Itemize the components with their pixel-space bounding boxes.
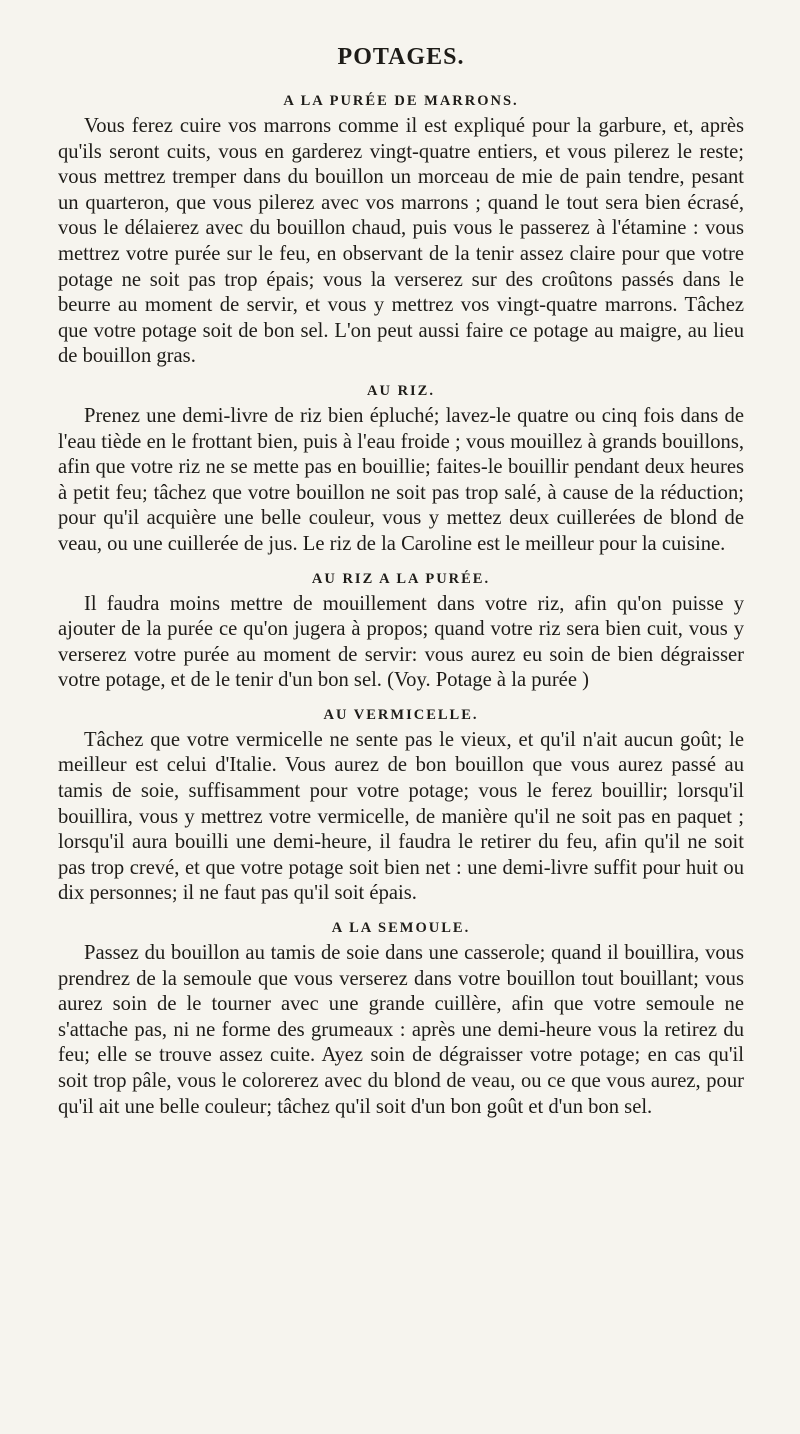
section-paragraph: Vous ferez cuire vos marrons comme il est expliqué pour la garbure, et, après qu'ils seront cuits, vous en garderez vingt-quatre entiers, et vous pilerez le reste; vous mettrez tremper dans du bouillon un morceau de mie de pain tendre, pesant un quarteron, que vous pilerez avec vos marrons ; quand le tout sera bien écrasé, vous le délaierez avec du bouillon chaud, puis vous le passerez à l'étamine : vous mettrez votre purée sur le feu, en observant de la tenir assez claire pour que votre potage ne soit pas trop épais; vous la verserez sur des croûtons passés dans le beurre au moment de servir, et vous y mettrez vos vingt-quatre marrons. Tâchez que votre potage soit de bon sel. L'on peut aussi faire ce potage au maigre, au lieu de bouillon gras. — [58, 115, 744, 368]
section-riz-a-la-puree — [58, 566, 744, 694]
section-puree-de-marrons — [58, 88, 744, 370]
section-paragraph: Passez du bouillon au tamis de soie dans une casserole; quand il bouillira, vous prendrez de la semoule que vous verserez dans votre bouillon tout bouillant; vous aurez soin de le tourner avec une grande cuillère, afin que votre semoule ne s'attache pas, ni ne forme des grumeaux : après une demi-heure vous la retirez du feu; elle se trouve assez cuite. Ayez soin de dégraisser votre potage; en cas qu'il soit trop pâle, vous le colorerez avec du blond de veau, ou ce que vous aurez, pour qu'il ait une belle couleur; tâchez qu'il soit d'un bon goût et d'un bon sel. — [58, 942, 744, 1118]
section-paragraph: Il faudra moins mettre de mouillement dans votre riz, afin qu'on puisse y ajouter de la purée ce qu'on jugera à propos; quand votre riz sera bien cuit, vous y verserez votre purée au moment de servir: vous aurez eu soin de bien dégraisser votre potage, et de le tenir d'un bon sel. (Voy. Potage à la purée ) — [58, 592, 744, 692]
section-heading: AU VERMICELLE. — [323, 706, 479, 723]
section-paragraph: Tâchez que votre vermicelle ne sente pas le vieux, et qu'il n'ait aucun goût; le meilleur est celui d'Italie. Vous aurez de bon bouillon que vous aurez passé au tamis de soie, suffisamment pour votre potage; vous le ferez bouillir; lorsqu'il bouillira, vous y mettrez votre vermicelle, de manière qu'il ne soit pas en paquet ; lorsqu'il aura bouilli une demi-heure, il faudra le retirer du feu, afin qu'il ne soit pas trop crevé, et que votre potage soit bien net : une demi-livre suffit pour huit ou dix personnes; il ne faut pas qu'il soit épais. — [58, 728, 744, 905]
running-head: POTAGES. — [337, 44, 465, 70]
section-semoule — [58, 915, 744, 1120]
section-paragraph: Prenez une demi-livre de riz bien épluché; lavez-le quatre ou cinq fois dans de l'eau tiède en le frottant bien, puis à l'eau froide ; vous mouillez à grands bouillons, afin que votre riz ne se mette pas en bouillie; faites-le bouillir pendant deux heures à petit feu; tâchez que votre bouillon ne soit pas trop salé, à cause de la réduction; pour qu'il acquière une belle couleur, vous y mettez deux cuillerées de blond de veau, ou une cuillerée de jus. Le riz de la Caroline est le meilleur pour la cuisine. — [58, 404, 744, 555]
section-heading: A LA SEMOULE. — [331, 920, 471, 937]
section-vermicelle — [58, 702, 744, 907]
section-heading: AU RIZ A LA PURÉE. — [311, 570, 491, 587]
section-heading: AU RIZ. — [367, 382, 435, 399]
section-au-riz — [58, 378, 744, 558]
section-heading: A LA PURÉE DE MARRONS. — [283, 93, 519, 109]
